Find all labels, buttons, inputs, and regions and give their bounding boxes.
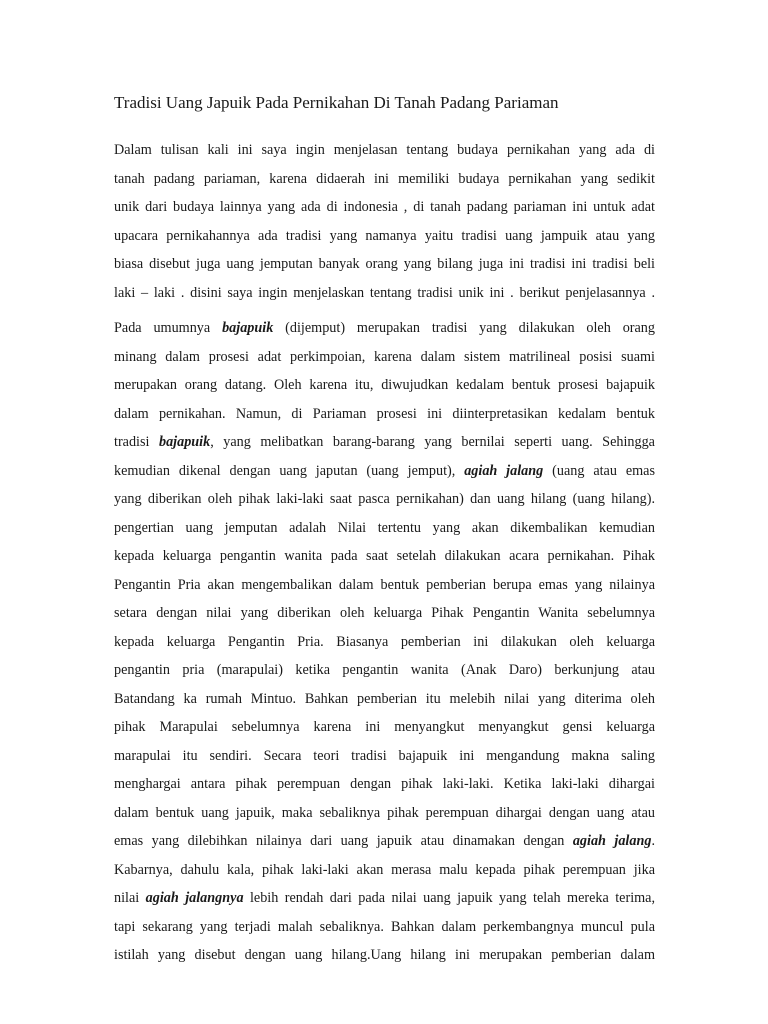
paragraph-line <box>114 941 655 970</box>
text-run: kepada keluarga Pengantin Pria. Biasanya pemberian ini dilakukan oleh keluarga <box>114 633 655 650</box>
text-run: marapulai itu sendiri. Secara teori tradisi bajapuik ini mengandung makna saling <box>114 747 655 764</box>
text-run: Pada umumnya <box>114 320 223 336</box>
paragraph-line <box>114 856 655 885</box>
text-run: pengantin pria (marapulai) ketika pengantin wanita (Anak Daro) berkunjung atau <box>114 662 655 678</box>
paragraph-line <box>114 457 655 486</box>
text-run: setara dengan nilai yang diberikan oleh keluarga Pihak Pengantin Wanita sebelumnya <box>114 605 655 621</box>
text-run: . <box>651 833 655 849</box>
paragraph-intro <box>114 136 655 307</box>
text-run: kepada keluarga pengantin wanita pada saat setelah dilakukan acara pernikahan. Pihak <box>114 548 655 564</box>
text-run: kemudian dikenal dengan uang japutan (uang jemput), <box>114 462 465 479</box>
text-run: merupakan orang datang. Oleh karena itu, diwujudkan kedalam bentuk prosesi bajapuik <box>114 377 655 393</box>
text-run: (uang atau emas <box>543 462 655 479</box>
paragraph-line <box>114 222 655 251</box>
paragraph-line <box>114 770 655 799</box>
paragraph-line <box>114 279 655 308</box>
text-run: lebih rendah dari pada nilai uang japuik yang telah mereka terima, <box>243 890 656 906</box>
text-run: Dalam tulisan kali ini saya ingin menjelasan tentang budaya pernikahan yang ada di <box>114 142 655 158</box>
text-run: dalam pernikahan. Namun, di Pariaman prosesi ini diinterpretasikan kedalam bentuk <box>114 405 655 422</box>
paragraph-line <box>114 400 655 429</box>
text-run: biasa disebut juga uang jemputan banyak orang yang bilang juga ini tradisi ini tradisi beli <box>114 256 655 272</box>
text-run: unik dari budaya lainnya yang ada di indonesia , di tanah padang pariaman ini untuk adat <box>114 199 655 215</box>
text-run: Batandang ka rumah Mintuo. Bahkan pemberian itu melebih nilai yang diterima oleh <box>114 690 655 707</box>
paragraph-line <box>114 193 655 222</box>
emphasized-term: bajapuik <box>158 434 211 450</box>
text-run: upacara pernikahannya ada tradisi yang namanya yaitu tradisi uang jampuik atau yang <box>114 227 655 244</box>
paragraph-line <box>114 742 655 771</box>
paragraph-line <box>114 371 655 400</box>
paragraph-line <box>114 165 655 194</box>
paragraph-line <box>114 136 655 165</box>
text-run: tanah padang pariaman, karena didaerah ini memiliki budaya pernikahan yang sedikit <box>114 170 655 187</box>
paragraph-line <box>114 713 655 742</box>
paragraph-line <box>114 514 655 543</box>
text-run: Pengantin Pria akan mengembalikan dalam bentuk pemberian berupa emas yang nilainya <box>114 576 655 593</box>
paragraph-line <box>114 628 655 657</box>
text-run: emas yang dilebihkan nilainya dari uang japuik atau dinamakan dengan <box>114 833 573 849</box>
text-run: istilah yang disebut dengan uang hilang.Uang hilang ini merupakan pemberian dalam <box>114 947 655 963</box>
text-run: pihak Marapulai sebelumnya karena ini menyangkut menyangkut gensi keluarga <box>114 719 655 735</box>
text-run: tradisi <box>114 434 159 450</box>
text-run: tapi sekarang yang terjadi malah sebaliknya. Bahkan dalam perkembangnya muncul pula <box>114 918 655 935</box>
text-run: nilai <box>114 890 146 906</box>
paragraph-line <box>114 542 655 571</box>
paragraph-line <box>114 571 655 600</box>
paragraph-line <box>114 884 655 913</box>
paragraph-line <box>114 343 655 372</box>
paragraph-line <box>114 599 655 628</box>
emphasized-term: bajapuik <box>222 320 274 336</box>
paragraph-line <box>114 250 655 279</box>
paragraph-line <box>114 827 655 856</box>
paragraph-bajapuik <box>114 314 655 970</box>
paragraph-line <box>114 428 655 457</box>
paragraph-line <box>114 314 655 343</box>
emphasized-term: agiah jalang <box>464 462 544 479</box>
text-run: (dijemput) merupakan tradisi yang dilakukan oleh orang <box>273 320 655 336</box>
emphasized-term: agiah jalangnya <box>145 890 244 906</box>
paragraph-line <box>114 485 655 514</box>
text-run: menghargai antara pihak perempuan dengan pihak laki-laki. Ketika laki-laki dihargai <box>114 776 655 792</box>
text-run: pengertian uang jemputan adalah Nilai tertentu yang akan dikembalikan kemudian <box>114 519 655 536</box>
document-title: Tradisi Uang Japuik Pada Pernikahan Di Tanah Padang Pariaman <box>114 93 559 112</box>
text-run: , yang melibatkan barang-barang yang bernilai seperti uang. Sehingga <box>210 434 655 450</box>
text-run: yang diberikan oleh pihak laki-laki saat pasca pernikahan) dan uang hilang (uang hilang). <box>114 491 655 507</box>
text-run: minang dalam prosesi adat perkimpoian, karena dalam sistem matrilineal posisi suami <box>114 348 655 365</box>
text-run: Kabarnya, dahulu kala, pihak laki-laki akan merasa malu kepada pihak perempuan jika <box>114 861 655 878</box>
paragraph-line <box>114 656 655 685</box>
paragraph-line <box>114 913 655 942</box>
text-run: laki – laki . disini saya ingin menjelaskan tentang tradisi unik ini . berikut penjelasannya . <box>114 284 655 301</box>
emphasized-term: agiah jalang <box>572 833 652 849</box>
paragraph-line <box>114 799 655 828</box>
paragraph-line <box>114 685 655 714</box>
text-run: dalam bentuk uang japuik, maka sebaliknya pihak perempuan dihargai dengan uang atau <box>114 804 655 821</box>
